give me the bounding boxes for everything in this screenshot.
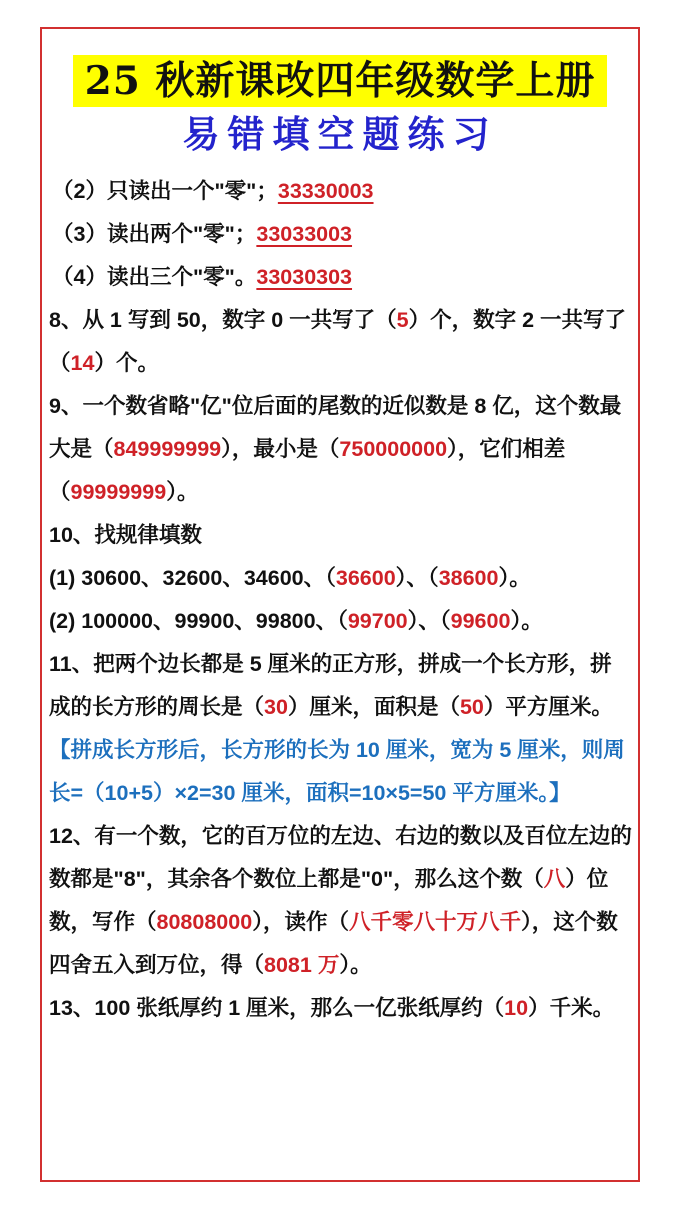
worksheet-body: [42, 159, 638, 1030]
item-10: [49, 514, 632, 557]
worksheet-page-border: [40, 27, 640, 1182]
item-9: [49, 385, 632, 514]
question-text: ）个。: [94, 351, 159, 375]
question-text: ），它们相差 （: [49, 437, 566, 504]
answer-text: 99999999: [70, 480, 167, 504]
question-text: ）千米。: [528, 996, 615, 1020]
answer-text: 750000000: [339, 437, 448, 461]
question-text: ）位数，写作（: [49, 867, 609, 934]
question-text: ）、（: [395, 566, 439, 590]
answer-text: 八千零八十万八千: [348, 910, 521, 934]
question-text: 13、100 张纸厚约 1 厘米，那么一亿张纸厚约（: [49, 996, 505, 1020]
question-text: (1) 30600、32600、34600、（: [49, 566, 336, 590]
question-text: ）厘米，面积是（: [287, 695, 460, 719]
item-13: [49, 987, 632, 1030]
answer-text: 33030303: [256, 265, 353, 289]
item-10-sub2: [49, 600, 632, 643]
question-text: ）。: [498, 566, 531, 590]
question-text: （4）读出三个"零"。: [52, 265, 257, 289]
question-text: ）。: [339, 953, 372, 977]
question-text: 10、找规律填数: [49, 523, 202, 547]
answer-text: 99600: [450, 609, 511, 633]
answer-text: 99700: [347, 609, 408, 633]
question-text: （2）只读出一个"零"；: [52, 179, 278, 203]
answer-text: 八: [543, 867, 566, 891]
question-text: (2) 100000、99900、99800、（: [49, 609, 348, 633]
answer-text: 50: [459, 695, 484, 719]
answer-text: 80808000: [156, 910, 253, 934]
question-text: ），最小是（: [221, 437, 340, 461]
item-7-sub4: [49, 256, 632, 299]
question-text: 12、有一个数，它的百万位的左边、右边的数以及百位左边的数都是"8"，其余各个数位上都是"0"，那么这个数（: [49, 824, 632, 891]
page-title: 25 秋新课改四年级数学上册: [73, 55, 608, 107]
question-text: （3）读出两个"零"；: [52, 222, 257, 246]
answer-text: 5: [396, 308, 409, 332]
answer-text: 30: [264, 695, 288, 719]
question-text: ）。: [166, 480, 199, 504]
item-11: [49, 643, 632, 729]
answer-text: 8081 万: [264, 953, 340, 977]
question-text: 9、一个数省略"亿"位后面的尾数的近似数是 8 亿，这个数最大是（: [49, 394, 622, 461]
answer-text: 38600: [438, 566, 499, 590]
question-text: ），这个数四舍五入到万位，得（: [49, 910, 618, 977]
answer-text: 33330003: [277, 179, 374, 203]
question-text: ）平方厘米。: [483, 695, 613, 719]
answer-text: 849999999: [113, 437, 222, 461]
title-row: [42, 55, 638, 107]
question-text: ）。: [510, 609, 543, 633]
answer-text: 14: [70, 351, 95, 375]
answer-text: 36600: [335, 566, 396, 590]
question-text: 8、从 1 写到 50，数字 0 一共写了（: [49, 308, 397, 332]
question-text: ），读作（: [252, 910, 349, 934]
note-text: 【拼成长方形后，长方形的长为 10 厘米，宽为 5 厘米，则周长=（10+5）×2=30 厘米，面积=10×5=50 平方厘米。】: [49, 738, 625, 805]
item-12: [49, 815, 632, 987]
question-text: ）个，数字 2 一共写了 （: [49, 308, 627, 375]
answer-text: 10: [504, 996, 529, 1020]
answer-text: 33033003: [256, 222, 353, 246]
item-10-sub1: [49, 557, 632, 600]
question-text: 11、把两个边长都是 5 厘米的正方形，拼成一个长方形，拼成的长方形的周长是（: [49, 652, 612, 719]
item-8: [49, 299, 632, 385]
question-text: ）、（: [407, 609, 451, 633]
item-11-note: [49, 729, 632, 815]
item-7-sub3: [49, 213, 632, 256]
page-subtitle: 易错填空题练习: [182, 112, 498, 156]
item-7-sub2: [49, 170, 632, 213]
